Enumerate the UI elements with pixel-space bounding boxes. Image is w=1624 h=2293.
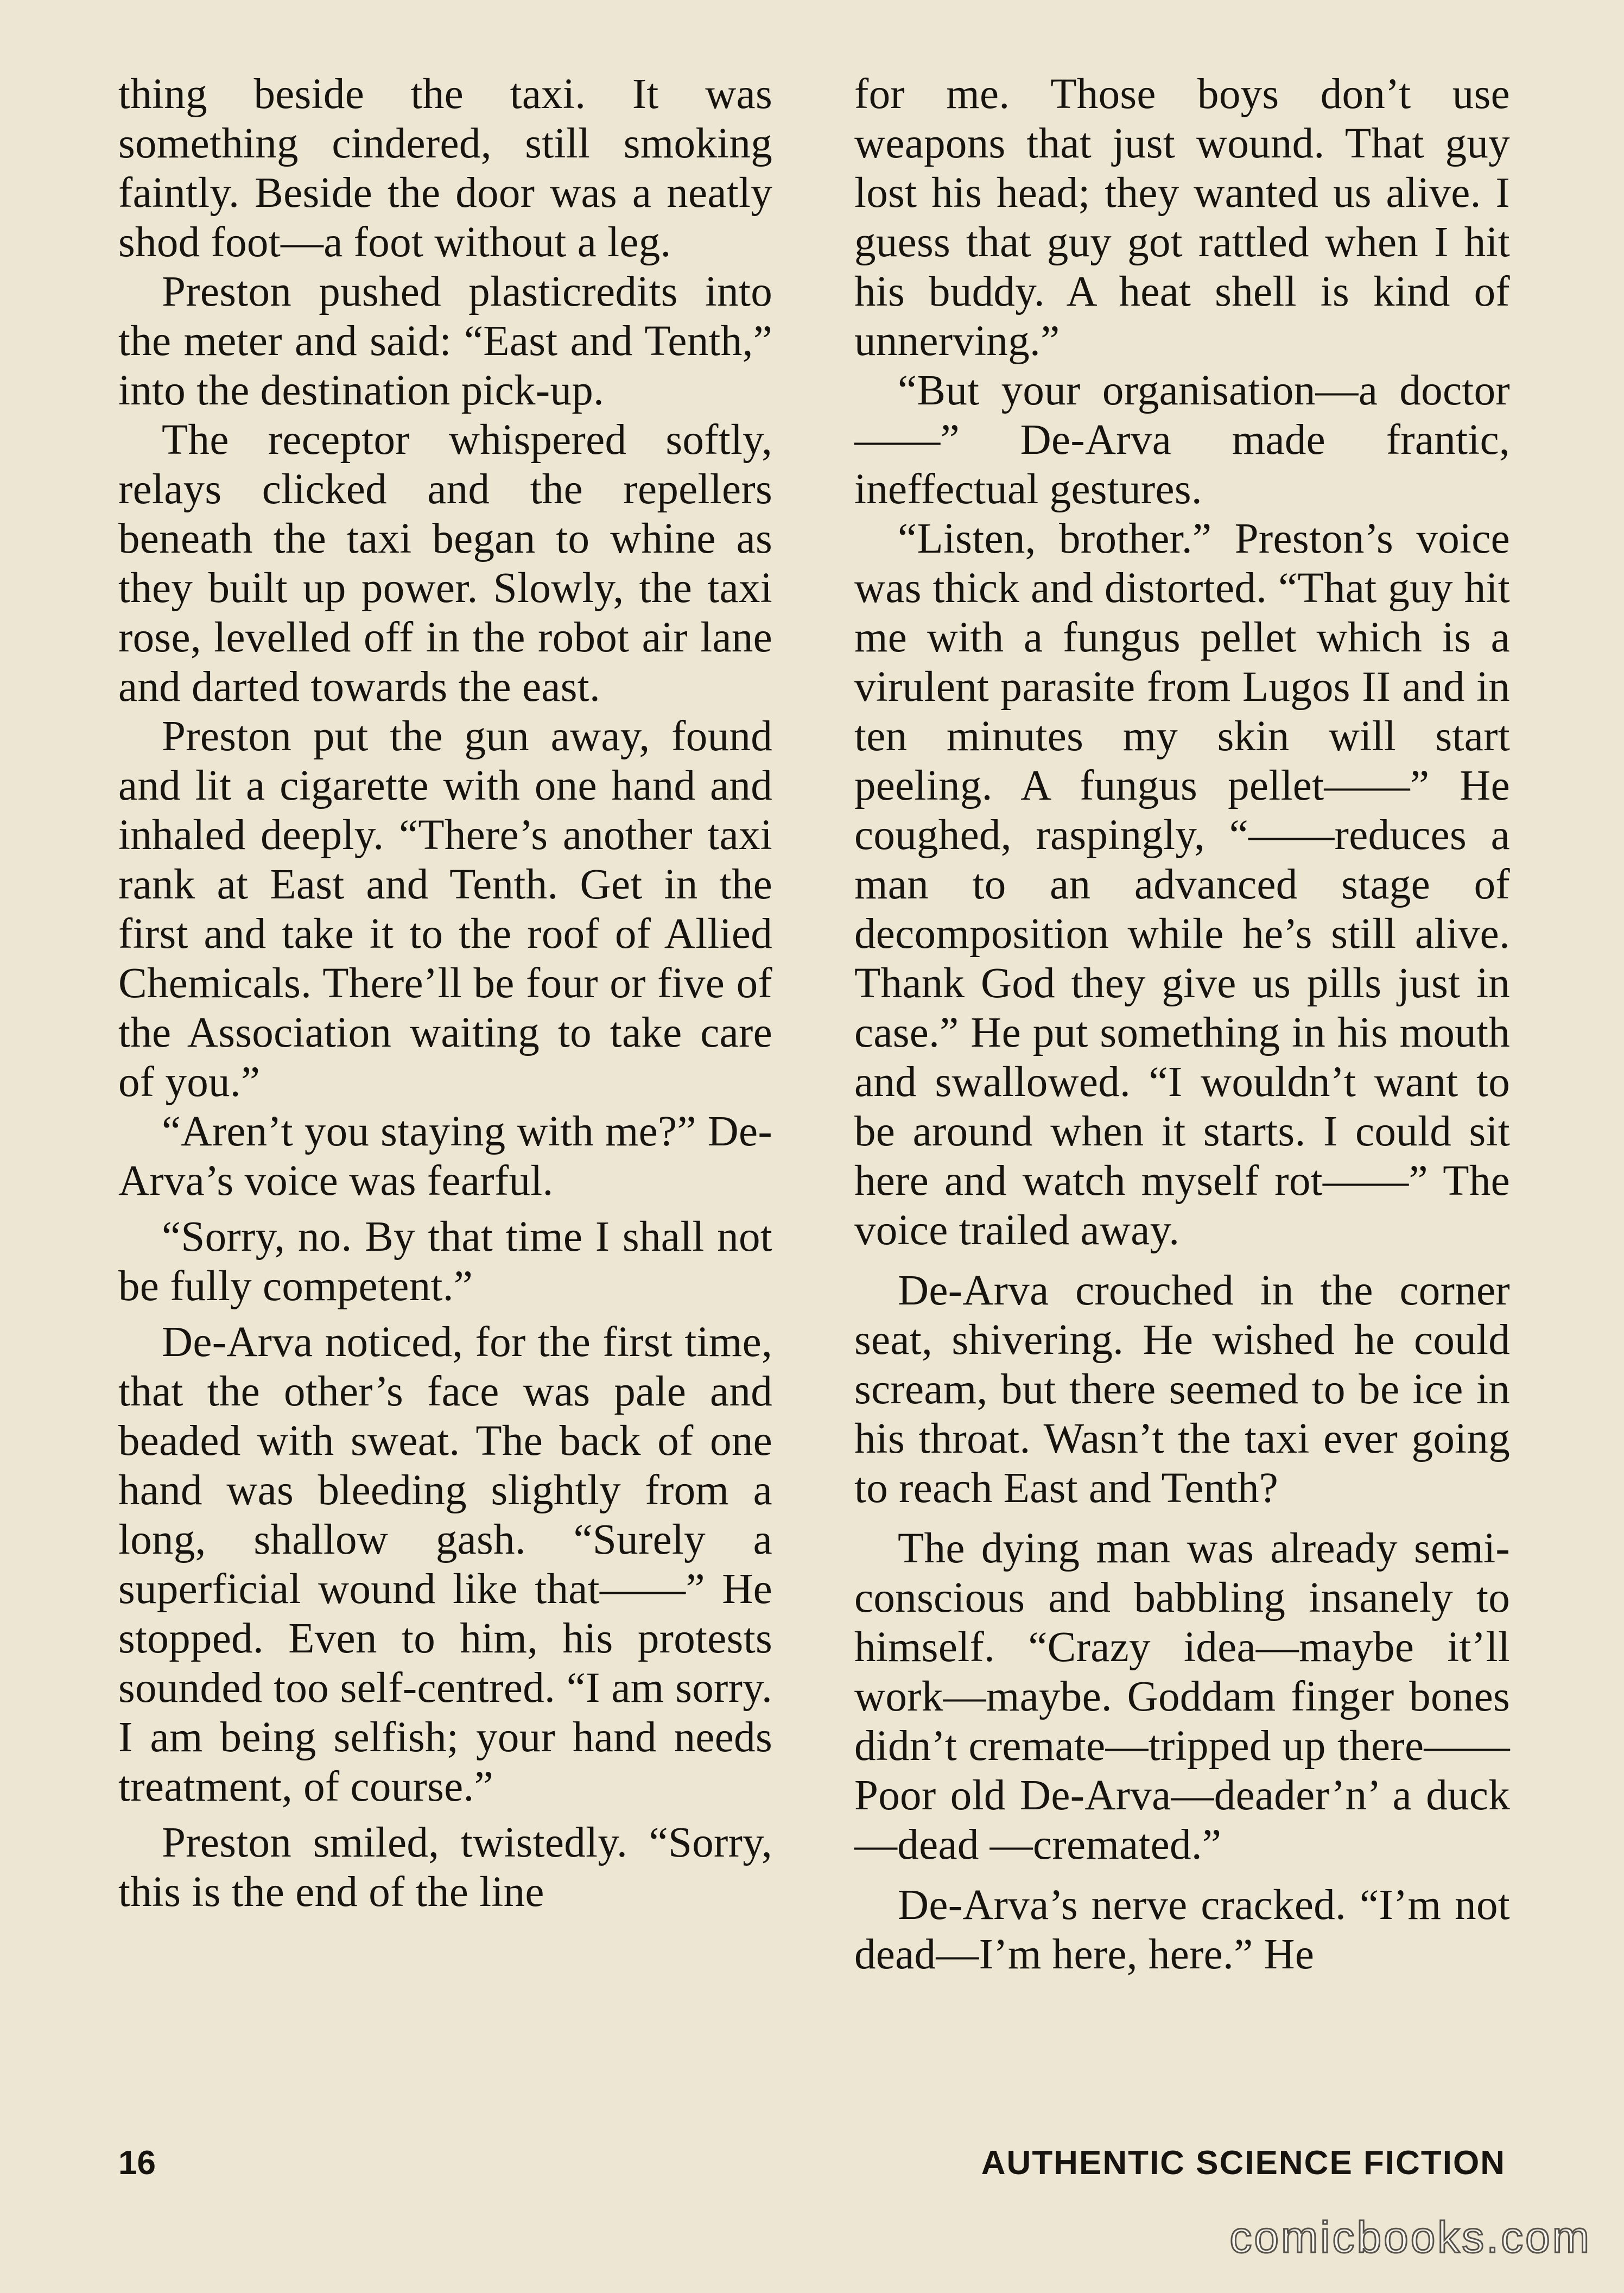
- paragraph: The dying man was already semi-conscious and babbling insanely to himself. “Crazy idea—maybe it’ll work—maybe. Goddam finger bones didn’t cremate—tripped up there—— Poor old De-Arva—deader’n’ a duck—dead —cremated.”: [854, 1525, 1510, 1868]
- paragraph: “Aren’t you staying with me?” De-Arva’s voice was fearful.: [118, 1108, 772, 1205]
- text-column-right: [854, 69, 1510, 1986]
- paragraph: “But your organisation—a doctor——” De-Arva made frantic, ineffectual gestures.: [854, 367, 1510, 513]
- paragraph: De-Arva noticed, for the first time, that the other’s face was pale and beaded with sweat. The back of one hand was bleeding slightly from a long, shallow gash. “Surely a superficial wound like that——” He stopped. Even to him, his protests sounded too self-centred. “I am sorry. I am being selfish; your hand needs treatment, of course.”: [118, 1319, 772, 1810]
- paragraph: De-Arva crouched in the corner seat, shivering. He wished he could scream, but there seemed to be ice in his throat. Wasn’t the taxi ever going to reach East and Tenth?: [854, 1267, 1510, 1512]
- paragraph: “Listen, brother.” Preston’s voice was thick and distorted. “That guy hit me with a fungus pellet which is a virulent parasite from Lugos II and in ten minutes my skin will start peeling. A fungus pellet——” He coughed, raspingly, “——reduces a man to an advanced stage of decomposition while he’s still alive. Thank God they give us pills just in case.” He put something in his mouth and swallowed. “I wouldn’t want to be around when it starts. I could sit here and watch myself rot——” The voice trailed away.: [854, 515, 1510, 1254]
- running-footer-title: AUTHENTIC SCIENCE FICTION: [981, 2144, 1506, 2182]
- paragraph: De-Arva’s nerve cracked. “I’m not dead—I’m here, here.” He: [854, 1882, 1510, 1978]
- paragraph: for me. Those boys don’t use weapons that just wound. That guy lost his head; they wanted us alive. I guess that guy got rattled when I hit his buddy. A heat shell is kind of unnerving.”: [854, 71, 1510, 365]
- paragraph: Preston put the gun away, found and lit a cigarette with one hand and inhaled deeply. “There’s another taxi rank at East and Tenth. Get in the first and take it to the roof of Allied Chemicals. There’ll be four or five of the Association waiting to take care of you.”: [118, 713, 772, 1106]
- page-number: 16: [118, 2144, 156, 2182]
- paragraph: “Sorry, no. By that time I shall not be fully competent.”: [118, 1213, 772, 1310]
- text-column-left: [118, 69, 772, 1923]
- paragraph: Preston smiled, twistedly. “Sorry, this is the end of the line: [118, 1819, 772, 1916]
- paragraph: The receptor whispered softly, relays clicked and the repellers beneath the taxi began to whine as they built up power. Slowly, the taxi rose, levelled off in the robot air lane and darted towards the east.: [118, 416, 772, 711]
- paragraph: Preston pushed plasticredits into the meter and said: “East and Tenth,” into the destination pick-up.: [118, 268, 772, 414]
- paragraph: thing beside the taxi. It was something cindered, still smoking faintly. Beside the door was a neatly shod foot—a foot without a leg.: [118, 71, 772, 266]
- watermark-text: comicbooks.com: [1229, 2213, 1591, 2262]
